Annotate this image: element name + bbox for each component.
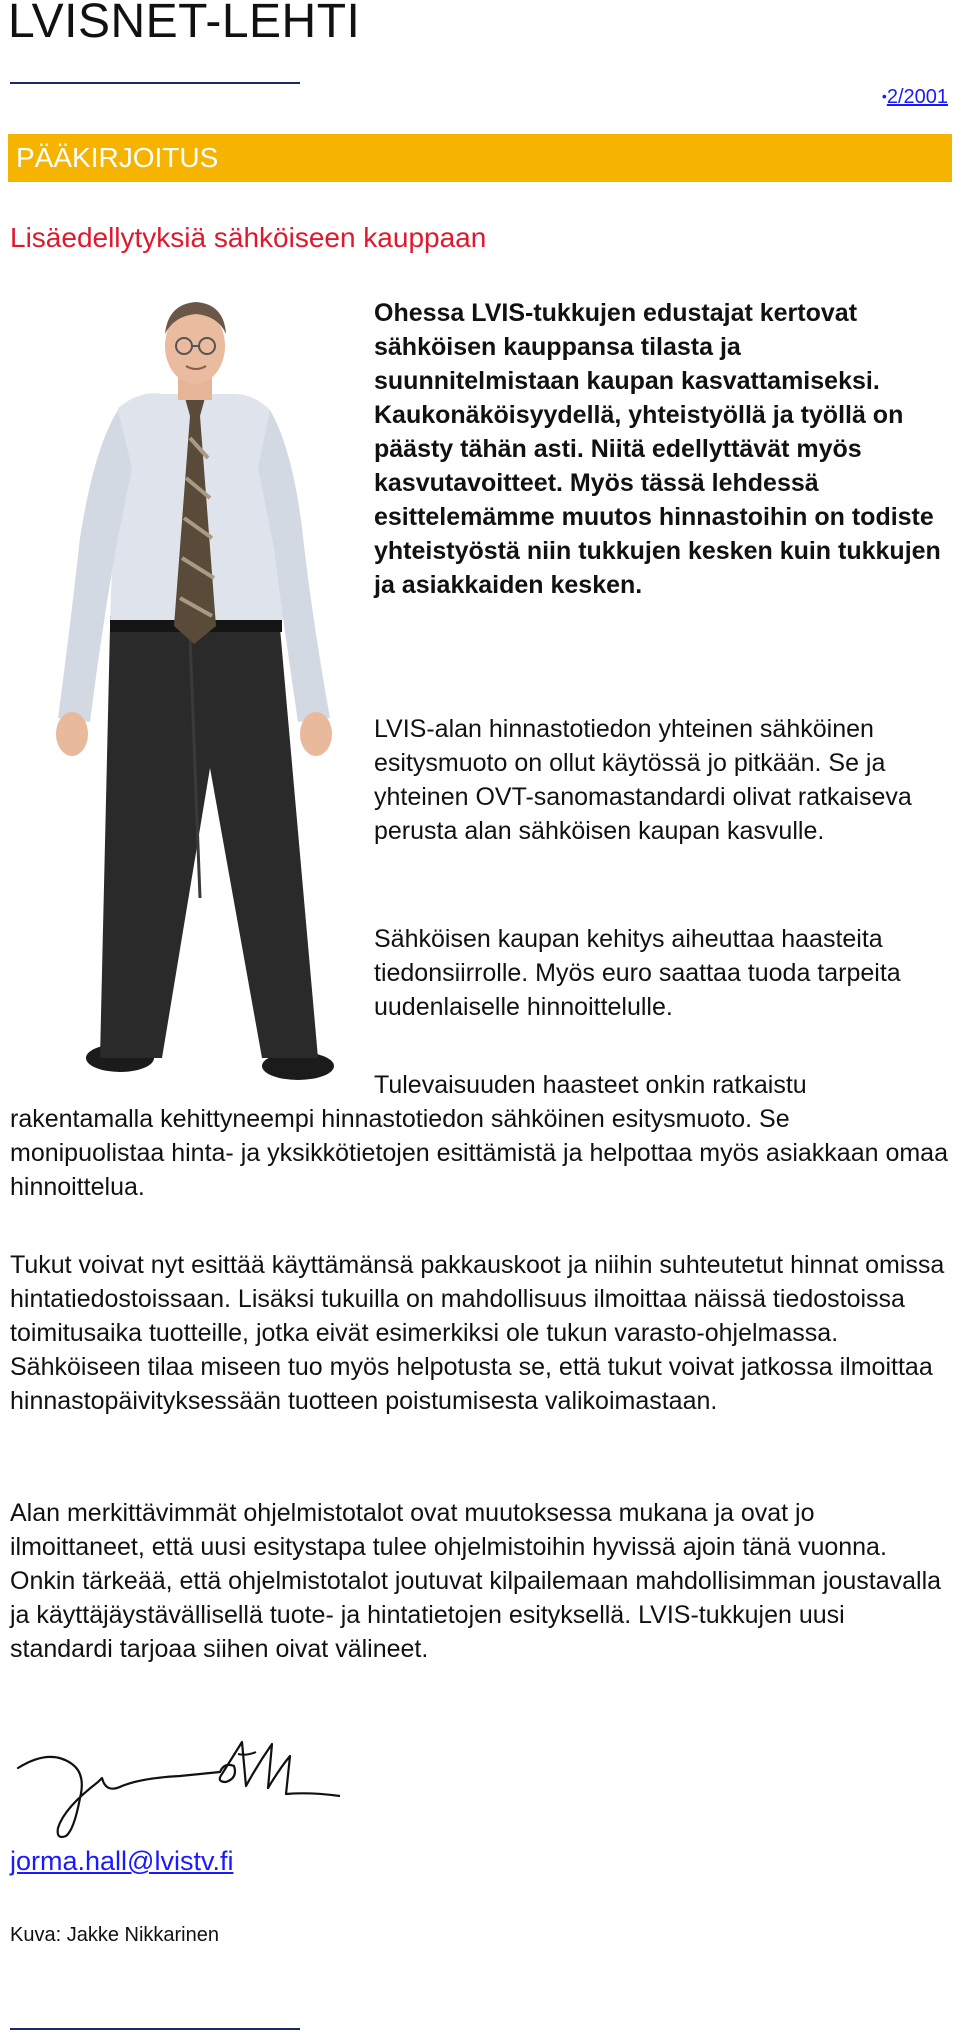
article-paragraph-5: Tukut voivat nyt esittää käyttämänsä pakkauskoot ja niihin suhteutetut hinnat omissa hintatiedostoissaan. Lisäksi tukuilla on mahdollisuus ilmoittaa näissä tiedostoissa toimitusaika tuotteille, jotka eivät esimerkiksi ole tukun varasto-ohjelmassa. Sähköiseen tilaa miseen tuo myös helpotusta se, että tukut voivat jatkossa ilmoittaa hinnastopäivityksessään tuotteen poistumisesta valikoimastaan.: [10, 1251, 945, 1415]
photo-credit: Kuva: Jakke Nikkarinen: [10, 1924, 219, 1946]
article-paragraph-4-wrap: [10, 1068, 950, 1204]
article-paragraph-3: Sähköisen kaupan kehitys aiheuttaa haasteita tiedonsiirrolle. Myös euro saattaa tuoda tarpeita uudenlaiselle hinnoittelulle.: [374, 925, 901, 1021]
article-paragraph-6: Alan merkittävimmät ohjelmistotalot ovat muutoksessa mukana ja ovat jo ilmoittaneet, että uusi esitystapa tulee ohjelmistoihin hyvissä ajoin tänä vuonna. Onkin tärkeää, että ohjelmistotalot joutuvat kilpailemaan mahdollisimman joustavalla ja käyttäjäystävällisellä tuote- ja hintatietojen esityksellä. LVIS-tukkujen uusi standardi tarjoaa siihen oivat välineet.: [10, 1499, 942, 1663]
article-paragraph-4: Tulevaisuuden haasteet onkin ratkaistu rakentamalla kehittyneempi hinnastotiedon sähköinen esitysmuoto. Se monipuolistaa hinta- ja yksikkötietojen esittämistä ja helpottaa myös asiakkaan omaa hinnoittelua.: [10, 1071, 948, 1201]
author-signature: [10, 1734, 340, 1844]
author-email-link[interactable]: jorma.hall@lvistv.fi: [10, 1846, 234, 1876]
bullet-icon: •: [881, 88, 887, 104]
author-photo: [40, 298, 360, 1088]
divider-top: [10, 82, 300, 84]
article-headline: Lisäedellytyksiä sähköiseen kauppaan: [10, 222, 487, 253]
section-banner: [8, 134, 952, 182]
section-title: PÄÄKIRJOITUS: [16, 142, 219, 173]
divider-bottom: [10, 2028, 300, 2030]
article-lead: Ohessa LVIS-tukkujen edustajat kertovat sähköisen kauppansa tilasta ja suunnitelmistaan kaupan kasvattamiseksi. Kaukonäköisyydellä, yhteistyöllä ja työllä on päästy tähän asti. Niitä edellyttävät myös kasvutavoitteet. Myös tässä lehdessä esittelemämme muutos hinnastoihin on todiste yhteistyöstä niin tukkujen kesken kuin tukkujen ja asiakkaiden kesken.: [374, 299, 941, 599]
issue-link[interactable]: 2/2001: [886, 86, 948, 108]
article-paragraph-2: LVIS-alan hinnastotiedon yhteinen sähköinen esitysmuoto on ollut käytössä jo pitkään. Se ja yhteinen OVT-sanomastandardi olivat ratkaiseva perusta alan sähköisen kaupan kasvulle.: [374, 715, 912, 845]
issue-link-wrap: [882, 86, 948, 109]
site-logo: LVISNET-LEHTI: [8, 0, 361, 48]
